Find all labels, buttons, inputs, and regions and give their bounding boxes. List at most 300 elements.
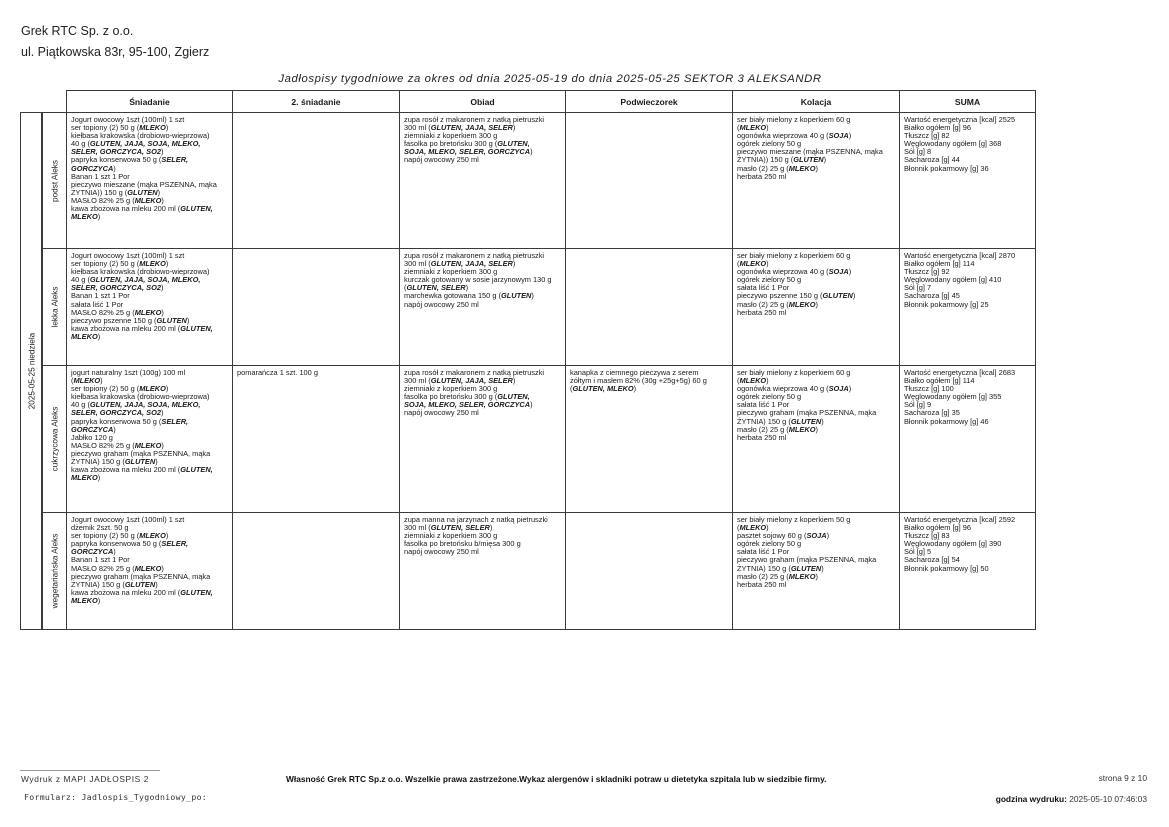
dish-text: ziemniaki z koperkiem 300 g — [404, 531, 498, 541]
diet-name-cell — [43, 113, 67, 249]
dish-text: napój owocowy 250 ml — [404, 299, 479, 309]
dish-text: Tłuszcz [g] 82 — [904, 131, 950, 141]
meal-cell-kolacja — [733, 113, 900, 249]
dish-text: ) — [531, 291, 534, 301]
dish-text: ) — [633, 384, 637, 394]
dish-text: ) — [155, 457, 158, 467]
dish-text: ( — [737, 523, 740, 533]
date-label: 2025-05-25 niedziela — [27, 332, 36, 410]
dish-text: ) — [113, 547, 116, 557]
allergen-text: SELER, GORCZYCA, SO2 — [71, 147, 161, 157]
allergen-text: GLUTEN — [822, 291, 853, 301]
dish-text: sałata liść 1 Por — [737, 283, 790, 293]
dish-text: zupa rosół z makaronem z natką pietruszki — [404, 368, 545, 377]
allergen-text: SOJA — [828, 131, 849, 141]
allergen-text: GLUTEN, JAJA, SELER — [430, 259, 513, 269]
dish-text: ) — [766, 123, 769, 133]
dish-text: ser biały mielony z koperkiem 60 g — [737, 115, 851, 124]
dish-text: Tłuszcz [g] 92 — [904, 267, 950, 277]
dish-text: ser topiony (2) 50 g ( — [71, 384, 140, 394]
dish-text: ser biały mielony z koperkiem 60 g — [737, 251, 851, 260]
allergen-text: MLEKO — [739, 259, 767, 269]
dish-text: kiełbasa krakowska (drobiowo-wieprzowa) — [71, 392, 210, 402]
allergen-text: GLUTEN, MLEKO — [572, 384, 634, 394]
dish-text: masło (2) 25 g ( — [737, 163, 789, 173]
dish-text: ) — [512, 376, 516, 386]
dish-text: herbata 250 ml — [737, 307, 787, 317]
column-header-sniadanie: Śniadanie — [67, 91, 233, 113]
dish-text: ) — [815, 299, 818, 309]
dish-text: Białko ogółem [g] 114 — [904, 259, 975, 269]
dish-text: Sacharoza [g] 35 — [904, 408, 960, 418]
dish-text: ziemniaki z koperkiem 300 g — [404, 131, 498, 141]
dish-text: ogonówka wieprzowa 40 g ( — [737, 267, 829, 277]
dish-text: masło (2) 25 g ( — [737, 424, 789, 434]
meal-cell-sniadanie — [67, 113, 233, 249]
dish-text: fasolka po bretońsku b/mięsa 300 g — [404, 539, 521, 549]
dish-text: ) — [766, 376, 769, 386]
meal-cell-suma — [900, 366, 1036, 513]
menu-line — [404, 156, 562, 164]
dish-text: 300 ml ( — [404, 259, 431, 269]
dish-text: ) — [848, 131, 852, 141]
allergen-text: MLEKO — [73, 376, 101, 386]
dish-text: kawa zbożowa na mleku 200 ml ( — [71, 204, 181, 214]
allergen-text: MLEKO — [71, 212, 98, 222]
dish-text: ŻYTNIA)) 150 g ( — [71, 187, 128, 197]
allergen-text: GLUTEN — [790, 563, 822, 573]
dish-text: ( — [71, 376, 74, 386]
allergen-text: GLUTEN — [156, 315, 187, 325]
allergen-text: GLUTEN, JAJA, SOJA, MLEKO, — [89, 400, 201, 410]
column-header-suma: SUMA — [900, 91, 1036, 113]
dish-text: ŻYTNIA) 150 g ( — [71, 457, 125, 467]
dish-text: ) — [165, 123, 169, 133]
dish-text: ) — [160, 408, 164, 418]
dish-text: ) — [161, 307, 164, 317]
footer-software: Wydruk z MAPI JADŁOSPIS 2 — [21, 774, 150, 784]
dish-text: ) — [113, 424, 116, 434]
dish-text: ogonówka wieprzowa 40 g ( — [737, 131, 829, 141]
dish-text: Węglowodany ogółem [g] 410 — [904, 275, 1002, 285]
dish-text: herbata 250 ml — [737, 171, 787, 181]
dish-text: ) — [826, 531, 830, 541]
document-title: Jadłospisy tygodniowe za okres od dnia 2025-05-19 do dnia 2025-05-25 SEKTOR 3 ALEKSANDR — [278, 73, 822, 85]
allergen-text: SELER, GORCZYCA, SO2 — [71, 408, 161, 418]
dish-text: ser biały mielony z koperkiem 50 g — [737, 515, 851, 524]
print-time-value: 2025-05-10 07:46:03 — [1069, 794, 1147, 804]
dish-text: sałata liść 1 Por — [737, 400, 790, 410]
dish-text: zupa rosół z makaronem z natką pietruszki — [404, 115, 545, 124]
dish-text: ) — [821, 563, 824, 573]
allergen-text: GLUTEN — [793, 155, 824, 165]
dish-text: ogórek zielony 50 g — [737, 139, 802, 149]
allergen-text: GLUTEN — [127, 187, 158, 197]
dish-text: ŻYTNIA) 150 g ( — [737, 563, 791, 573]
dish-text: 300 ml ( — [404, 376, 431, 386]
dish-text: Białko ogółem [g] 114 — [904, 376, 975, 386]
dish-text: jogurt naturalny 1szt (100g) 100 ml — [71, 368, 186, 377]
menu-line — [404, 409, 562, 417]
allergen-text: SOJA — [828, 384, 849, 394]
diet-name: lekka Aleks — [50, 286, 59, 328]
dish-text: Sól [g] 5 — [904, 547, 932, 557]
allergen-text: MLEKO — [739, 123, 767, 133]
dish-text: ) — [465, 283, 469, 293]
menu-line — [404, 301, 562, 309]
dish-text: ser topiony (2) 50 g ( — [71, 531, 140, 541]
meal-cell-podwieczorek — [566, 366, 733, 513]
dish-text: ) — [186, 315, 190, 325]
dish-text: sałata liść 1 Por — [737, 547, 790, 557]
page-number: strona 9 z 10 — [1098, 773, 1147, 783]
allergen-text: GLUTEN, — [497, 139, 530, 149]
allergen-text: SOJA — [828, 267, 849, 277]
meal-cell-suma — [900, 513, 1036, 630]
dish-text: Węglowodany ogółem [g] 368 — [904, 139, 1002, 149]
allergen-text: GLUTEN, JAJA, SOJA, MLEKO, — [89, 139, 201, 149]
dish-text: ) — [489, 523, 493, 533]
dish-text: ŻYTNIA) 150 g ( — [737, 416, 791, 426]
dish-text: ) — [97, 212, 101, 222]
dish-text: kiełbasa krakowska (drobiowo-wieprzowa) — [71, 131, 210, 141]
dish-text: pieczywo mieszane (mąka PSZENNA, mąka — [71, 179, 217, 189]
allergen-text: GLUTEN, JAJA, SELER — [430, 123, 513, 133]
dish-text: pieczywo graham (mąka PSZENNA, mąka — [737, 408, 877, 418]
print-time-label: godzina wydruku: — [995, 794, 1067, 804]
dish-text: ) — [165, 384, 169, 394]
dish-text: ogórek zielony 50 g — [737, 392, 802, 402]
dish-text: Białko ogółem [g] 96 — [904, 523, 971, 533]
dish-text: MASŁO 82% 25 g ( — [71, 307, 135, 317]
allergen-text: MLEKO — [788, 299, 816, 309]
dish-text: masło (2) 25 g ( — [737, 571, 789, 581]
allergen-text: GLUTEN — [124, 457, 156, 467]
diet-name-cell — [43, 513, 67, 630]
allergen-text: GORCZYCA — [71, 163, 114, 173]
menu-line — [737, 434, 896, 442]
diet-name: cukrzycowa Aleks — [50, 406, 59, 472]
dish-text: ogórek zielony 50 g — [737, 539, 802, 549]
print-time — [996, 794, 1147, 804]
menu-line — [904, 165, 1032, 173]
dish-text: ŻYTNIA) 150 g ( — [71, 579, 125, 589]
dish-text: napój owocowy 250 ml — [404, 547, 479, 557]
menu-line — [71, 333, 229, 341]
dish-text: MASŁO 82% 25 g ( — [71, 563, 135, 573]
allergen-text: MLEKO — [139, 384, 166, 394]
menu-line — [71, 213, 229, 221]
dish-text: ) — [97, 331, 101, 341]
company-name: Grek RTC Sp. z o.o. — [21, 24, 134, 38]
dish-text: pieczywo pszenne 150 g ( — [737, 291, 823, 301]
menu-line — [737, 173, 896, 181]
allergen-text: GLUTEN, SELER — [430, 523, 490, 533]
dish-text: kiełbasa krakowska (drobiowo-wieprzowa) — [71, 267, 210, 277]
allergen-text: SOJA, MLEKO, SELER, GORCZYCA — [404, 400, 531, 410]
dish-text: Jogurt owocowy 1szt (100ml) 1 szt — [71, 251, 185, 260]
dish-text: Błonnik pokarmowy [g] 36 — [904, 163, 989, 173]
dish-text: ) — [157, 187, 161, 197]
dish-text: żółtym i masłem 82% (30g +25g+5g) 60 g — [570, 376, 707, 386]
dish-text: Tłuszcz [g] 100 — [904, 384, 954, 394]
dish-text: napój owocowy 250 ml — [404, 408, 479, 418]
dish-text: Błonnik pokarmowy [g] 50 — [904, 563, 989, 573]
menu-line — [904, 301, 1032, 309]
dish-text: ) — [97, 473, 101, 483]
dish-text: Wartość energetyczna [kcal] 2683 — [904, 368, 1016, 377]
column-header-drugie-sniadanie: 2. śniadanie — [233, 91, 400, 113]
dish-text: Banan 1 szt 1 Por — [71, 291, 130, 301]
dish-text: Banan 1 szt 1 Por — [71, 555, 130, 565]
allergen-text: GLUTEN, JAJA, SOJA, MLEKO, — [89, 275, 201, 285]
meal-cell-drugie-sniadanie — [233, 113, 400, 249]
meal-cell-kolacja — [733, 249, 900, 366]
meal-cell-sniadanie — [67, 366, 233, 513]
meal-cell-drugie-sniadanie — [233, 513, 400, 630]
menu-line — [737, 309, 896, 317]
allergen-text: MLEKO — [739, 523, 767, 533]
weekly-menu-table — [20, 90, 1036, 630]
allergen-text: MLEKO — [788, 571, 816, 581]
column-header-podwieczorek: Podwieczorek — [566, 91, 733, 113]
dish-text: Wartość energetyczna [kcal] 2525 — [904, 115, 1016, 124]
dish-text: Sacharoza [g] 45 — [904, 291, 960, 301]
dish-text: Sacharoza [g] 44 — [904, 155, 960, 165]
date-cell — [21, 113, 43, 630]
dish-text: Wartość energetyczna [kcal] 2870 — [904, 251, 1016, 260]
dish-text: ) — [512, 259, 516, 269]
meal-cell-obiad — [400, 249, 566, 366]
menu-line — [237, 369, 396, 377]
meal-cell-kolacja — [733, 513, 900, 630]
dish-text: Wartość energetyczna [kcal] 2592 — [904, 515, 1016, 524]
footer-form: Formularz: Jadlospis_Tygodniowy_po: — [24, 792, 208, 802]
meal-cell-suma — [900, 113, 1036, 249]
meal-cell-drugie-sniadanie — [233, 366, 400, 513]
allergen-text: SOJA, MLEKO, SELER, GORCZYCA — [404, 147, 531, 157]
dish-text: papryka konserwowa 50 g ( — [71, 539, 162, 549]
dish-text: fasolka po bretońsku 300 g ( — [404, 392, 498, 402]
dish-text: 40 g ( — [71, 139, 90, 149]
dish-text: ziemniaki z koperkiem 300 g — [404, 384, 498, 394]
allergen-text: MLEKO — [739, 376, 767, 386]
dish-text: ) — [852, 291, 856, 301]
meal-cell-drugie-sniadanie — [233, 249, 400, 366]
dish-text: ) — [530, 147, 533, 157]
allergen-text: GLUTEN, — [180, 465, 213, 475]
dish-text: fasolka po bretońsku 300 g ( — [404, 139, 498, 149]
dish-text: Jogurt owocowy 1szt (100ml) 1 szt — [71, 515, 185, 524]
dish-text: ) — [848, 267, 852, 277]
diet-name-cell — [43, 249, 67, 366]
dish-text: ) — [113, 163, 116, 173]
dish-text: pieczywo graham (mąka PSZENNA, mąka — [71, 448, 211, 458]
dish-text: ŻYTNIA)) 150 g ( — [737, 155, 794, 165]
dish-text: ) — [815, 163, 818, 173]
dish-text: MASŁO 82% 25 g ( — [71, 195, 135, 205]
allergen-text: GLUTEN, — [180, 204, 213, 214]
meal-cell-sniadanie — [67, 513, 233, 630]
allergen-text: GLUTEN, — [497, 392, 530, 402]
dish-text: ) — [815, 571, 818, 581]
footer-copyright: Własność Grek RTC Sp.z o.o. Wszelkie prawa zastrzeżone.Wykaz alergenów i skladniki potraw u dietetyka szpitala lub w siedzibie firmy. — [286, 774, 827, 784]
dish-text: pieczywo pszenne 150 g ( — [71, 315, 157, 325]
dish-text: ) — [766, 523, 769, 533]
menu-line — [904, 418, 1032, 426]
meal-cell-suma — [900, 249, 1036, 366]
dish-text: zupa rosół z makaronem z natką pietruszki — [404, 251, 545, 260]
dish-text: MASŁO 82% 25 g ( — [71, 440, 135, 450]
meal-cell-kolacja — [733, 366, 900, 513]
meal-cell-obiad — [400, 366, 566, 513]
allergen-text: SELER, — [161, 155, 189, 165]
dish-text: pieczywo graham (mąka PSZENNA, mąka — [71, 571, 211, 581]
allergen-text: SOJA — [806, 531, 827, 541]
dish-text: kawa zbożowa na mleku 200 ml ( — [71, 587, 181, 597]
allergen-text: MLEKO — [788, 424, 816, 434]
allergen-text: MLEKO — [71, 595, 98, 605]
dish-text: ) — [815, 424, 818, 434]
dish-text: kurczak gotowany w sosie jarzynowym 130 g — [404, 275, 552, 285]
diet-name: wegetariańska Aleks — [50, 533, 59, 609]
dish-text: herbata 250 ml — [737, 579, 787, 589]
diet-name: podst Aleks — [50, 159, 59, 202]
meal-cell-podwieczorek — [566, 113, 733, 249]
allergen-text: MLEKO — [139, 259, 166, 269]
dish-text: ) — [165, 531, 169, 541]
menu-line — [904, 565, 1032, 573]
allergen-text: MLEKO — [71, 331, 98, 341]
dish-text: Sól [g] 9 — [904, 400, 932, 410]
allergen-text: MLEKO — [71, 473, 98, 483]
diet-row — [21, 113, 1036, 249]
dish-text: herbata 250 ml — [737, 432, 787, 442]
dish-text: ( — [404, 283, 407, 293]
company-address: ul. Piątkowska 83r, 95-100, Zgierz — [21, 45, 210, 59]
allergen-text: MLEKO — [134, 563, 162, 573]
menu-line — [737, 581, 896, 589]
allergen-text: GLUTEN — [124, 579, 156, 589]
dish-text: ( — [737, 259, 740, 269]
allergen-text: GORCZYCA — [71, 424, 114, 434]
dish-text: ) — [161, 563, 164, 573]
dish-text: zupa manna na jarzynach z natką pietruszki — [404, 515, 548, 524]
dish-text: Węglowodany ogółem [g] 390 — [904, 539, 1002, 549]
diet-row — [21, 249, 1036, 366]
dish-text: 40 g ( — [71, 400, 90, 410]
dish-text: sałata liść 1 Por — [71, 299, 124, 309]
allergen-text: MLEKO — [139, 531, 166, 541]
allergen-text: MLEKO — [788, 163, 816, 173]
header-row — [21, 91, 1036, 113]
dish-text: Jogurt owocowy 1szt (100ml) 1 szt — [71, 115, 185, 124]
allergen-text: MLEKO — [134, 440, 162, 450]
dish-text: ) — [160, 147, 164, 157]
dish-text: ) — [848, 384, 852, 394]
allergen-text: GLUTEN, SELER — [406, 283, 466, 293]
menu-line — [404, 548, 562, 556]
dish-text: ) — [823, 155, 827, 165]
dish-text: Tłuszcz [g] 83 — [904, 531, 950, 541]
dish-text: ) — [512, 123, 516, 133]
allergen-text: SELER, — [161, 416, 189, 426]
column-header-kolacja: Kolacja — [733, 91, 900, 113]
dish-text: kawa zbożowa na mleku 200 ml ( — [71, 323, 181, 333]
dish-text: kanapka z ciemnego pieczywa z serem — [570, 368, 699, 377]
dish-text: ) — [766, 259, 769, 269]
diet-row — [21, 513, 1036, 630]
dish-text: ) — [161, 440, 164, 450]
dish-text: Jabłko 120 g — [71, 432, 113, 442]
dish-text: ( — [737, 123, 740, 133]
allergen-text: GLUTEN — [500, 291, 532, 301]
dish-text: kawa zbożowa na mleku 200 ml ( — [71, 465, 181, 475]
allergen-text: GLUTEN — [790, 416, 822, 426]
dish-text: masło (2) 25 g ( — [737, 299, 789, 309]
dish-text: pasztet sojowy 60 g ( — [737, 531, 807, 541]
dish-text: Sól [g] 8 — [904, 147, 932, 157]
allergen-text: SELER, GORCZYCA, SO2 — [71, 283, 161, 293]
dish-text: ) — [165, 259, 169, 269]
allergen-text: MLEKO — [134, 307, 162, 317]
dish-text: ogórek zielony 50 g — [737, 275, 802, 285]
dish-text: 40 g ( — [71, 275, 90, 285]
meal-cell-podwieczorek — [566, 249, 733, 366]
dish-text: Banan 1 szt 1 Por — [71, 171, 130, 181]
dish-text: papryka konserwowa 50 g ( — [71, 155, 162, 165]
column-header-obiad: Obiad — [400, 91, 566, 113]
dish-text: 300 ml ( — [404, 123, 431, 133]
header-blank-date — [21, 91, 43, 113]
dish-text: ( — [737, 376, 740, 386]
footer-divider — [20, 770, 160, 771]
diet-row — [21, 366, 1036, 513]
allergen-text: MLEKO — [134, 195, 162, 205]
dish-text: ziemniaki z koperkiem 300 g — [404, 267, 498, 277]
dish-text: ) — [821, 416, 824, 426]
dish-text: Sól [g] 7 — [904, 283, 932, 293]
meal-cell-obiad — [400, 113, 566, 249]
dish-text: ) — [100, 376, 103, 386]
menu-line — [71, 597, 229, 605]
allergen-text: GLUTEN, — [180, 323, 213, 333]
dish-text: ) — [160, 283, 164, 293]
dish-text: 300 ml ( — [404, 523, 431, 533]
allergen-text: GORCZYCA — [71, 547, 114, 557]
dish-text: Węglowodany ogółem [g] 355 — [904, 392, 1002, 402]
dish-text: papryka konserwowa 50 g ( — [71, 416, 162, 426]
allergen-text: GLUTEN, — [180, 587, 213, 597]
dish-text: pomarańcza 1 szt. 100 g — [237, 368, 318, 377]
dish-text: napój owocowy 250 ml — [404, 155, 479, 165]
meal-cell-sniadanie — [67, 249, 233, 366]
meal-cell-podwieczorek — [566, 513, 733, 630]
dish-text: ) — [97, 595, 101, 605]
meal-cell-obiad — [400, 513, 566, 630]
dish-text: dżemik 2szt. 50 g — [71, 523, 129, 533]
dish-text: ogonówka wieprzowa 40 g ( — [737, 384, 829, 394]
dish-text: ) — [530, 400, 533, 410]
dish-text: Białko ogółem [g] 96 — [904, 123, 971, 133]
dish-text: Błonnik pokarmowy [g] 46 — [904, 416, 989, 426]
dish-text: ser topiony (2) 50 g ( — [71, 123, 140, 133]
menu-line — [71, 474, 229, 482]
dish-text: Sacharoza [g] 54 — [904, 555, 960, 565]
dish-text: pieczywo mieszane (mąka PSZENNA, mąka — [737, 147, 883, 157]
diet-name-cell — [43, 366, 67, 513]
allergen-text: MLEKO — [139, 123, 166, 133]
